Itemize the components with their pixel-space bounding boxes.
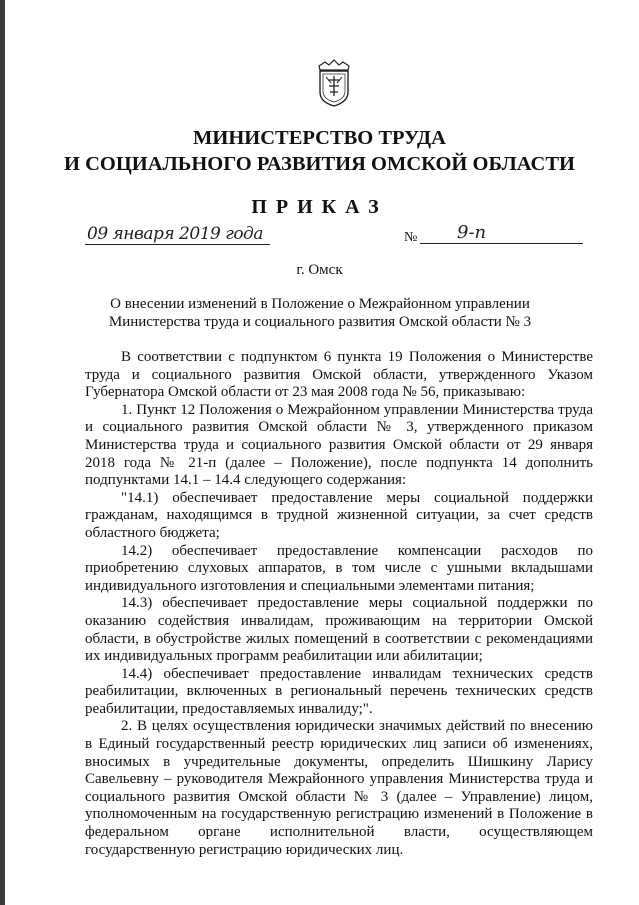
handwritten-date: 09 января 2019 года xyxy=(87,224,263,244)
omsk-coat-of-arms-icon xyxy=(317,58,351,108)
order-date-field xyxy=(85,226,270,246)
city-line: г. Омск xyxy=(296,262,343,278)
number-underline xyxy=(420,243,583,244)
document-type-title: ПРИКАЗ xyxy=(251,196,388,218)
body-paragraph: 14.4) обеспечивает предоставление инвалидам технических средств реабилитации, включенных в региональный перечень технических средств реабилитации, предоставляемых инвалиду;". xyxy=(85,665,593,717)
body-paragraph: 1. Пункт 12 Положения о Межрайонном управлении Министерства труда и социального развития Омской области № 3, утвержденного приказом Министерства труда и социального развития Омской области от 29 января 2018 года № 21-п (далее – Положение), после подпункта 14 дополнить подпунктами 14.1 – 14.4 следующего содержания: xyxy=(85,401,593,489)
date-underline xyxy=(85,244,270,245)
order-subject xyxy=(100,296,540,331)
handwritten-order-number: 9-п xyxy=(457,222,487,243)
body-paragraph: 14.3) обеспечивает предоставление меры социальной поддержки по оказанию содействия инвалидам, проживающим на территории Омской области, в обустройстве жилых помещений в соответствии с рекомендациями их индивидуальных программ реабилитации или абилитации; xyxy=(85,595,593,665)
subject-line1: О внесении изменений в Положение о Межрайонном управлении xyxy=(110,296,530,312)
ministry-name-line2: И СОЦИАЛЬНОГО РАЗВИТИЯ ОМСКОЙ ОБЛАСТИ xyxy=(64,153,575,175)
subject-line2: Министерства труда и социального развития Омской области № 3 xyxy=(108,313,532,330)
body-paragraph: 14.2) обеспечивает предоставление компенсации расходов по приобретению слуховых аппаратов, в том числе с ушными вкладышами индивидуального изготовления и специальными элементами питания; xyxy=(85,542,593,594)
body-paragraph: В соответствии с подпунктом 6 пункта 19 Положения о Министерстве труда и социального развития Омской области, утвержденного Указом Губернатора Омской области от 23 мая 2008 года № 56, приказываю: xyxy=(85,349,593,401)
body-paragraph: "14.1) обеспечивает предоставление меры социальной поддержки гражданам, находящимся в трудной жизненной ситуации, за счет средств областного бюджета; xyxy=(85,489,593,541)
order-number-label: № xyxy=(404,230,418,245)
ministry-name-line1: МИНИСТЕРСТВО ТРУДА xyxy=(193,127,446,149)
order-body xyxy=(85,349,593,859)
body-paragraph: 2. В целях осуществления юридически значимых действий по внесению в Единый государственный реестр юридических лиц записи об изменениях, вносимых в учредительные документы, определить Шишкину Ларису Савельевну – руководителя Межрайонного управления Министерства труда и социального развития Омской области № 3 (далее – Управление) лицом, уполномоченным на государственную регистрацию изменений в Положение в федеральном органе исполнительной власти, осуществляющем государственную регистрацию юридических лиц. xyxy=(85,718,593,858)
